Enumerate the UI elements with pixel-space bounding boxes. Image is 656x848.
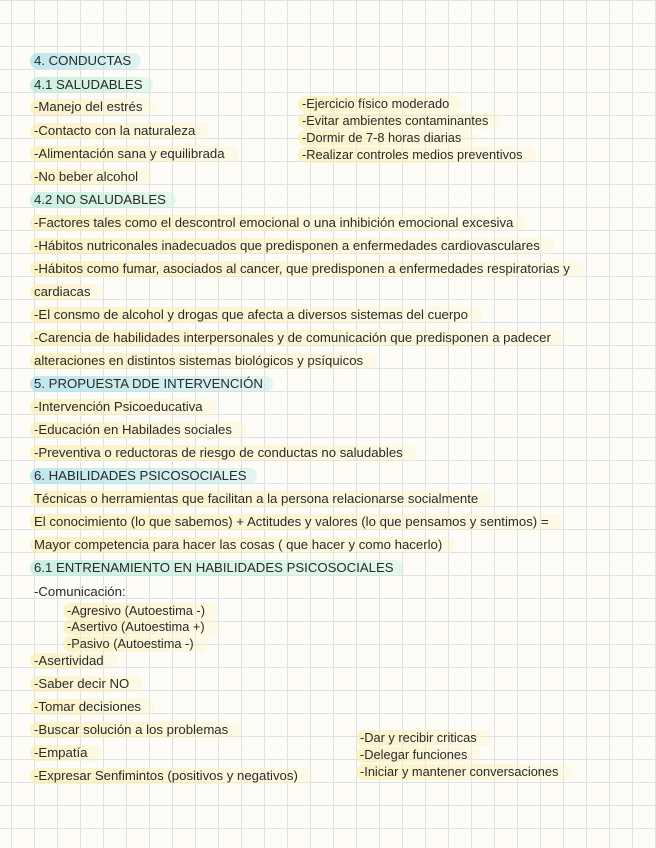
list-item: -No beber alcohol <box>30 169 152 185</box>
list-subitem: -Pasivo (Autoestima -) <box>63 636 208 652</box>
list-item: -El consmo de alcohol y drogas que afecta a diversos sistemas del cuerpo <box>30 307 482 323</box>
list-item: -Empatía <box>30 745 102 761</box>
section-heading-propuesta: 5. PROPUESTA DDE INTERVENCIÓN <box>30 376 273 392</box>
list-item: -Tomar decisiones <box>30 699 155 715</box>
list-item: -Hábitos nutriconales inadecuados que predisponen a enfermedades cardiovasculares <box>30 238 554 254</box>
section-heading-conductas: 4. CONDUCTAS <box>30 53 141 69</box>
list-item: -Dormir de 7-8 horas diarias <box>298 130 475 146</box>
list-item: -Delegar funciones <box>356 747 481 763</box>
list-item: -Evitar ambientes contaminantes <box>298 113 502 129</box>
list-item-comunicacion: -Comunicación: <box>34 584 126 599</box>
list-item: -Ejercicio físico moderado <box>298 96 463 112</box>
list-item: alteraciones en distintos sistemas biológicos y psíquicos <box>30 353 377 369</box>
list-item: -Manejo del estrés <box>30 99 156 115</box>
paragraph-line: El conocimiento (lo que sabemos) + Actitudes y valores (lo que pensamos y sentimos) = <box>30 514 563 530</box>
list-subitem: -Asertivo (Autoestima +) <box>63 619 219 635</box>
list-item: -Saber decir NO <box>30 676 143 692</box>
subheading-no-saludables: 4.2 NO SALUDABLES <box>30 192 176 208</box>
list-item: -Hábitos como fumar, asociados al cancer, que predisponen a enfermedades respiratorias y <box>30 261 584 277</box>
list-item: -Intervención Psicoeducativa <box>30 399 217 415</box>
list-item: -Factores tales como el descontrol emocional o una inhibición emocional excesiva <box>30 215 527 231</box>
list-item: -Alimentación sana y equilibrada <box>30 146 239 162</box>
list-item: -Asertividad <box>30 653 118 669</box>
list-item: cardiacas <box>30 284 104 300</box>
list-item: -Dar y recibir criticas <box>356 730 491 746</box>
list-item: -Contacto con la naturaleza <box>30 123 209 139</box>
list-item: -Buscar solución a los problemas <box>30 722 242 738</box>
paragraph-line: Técnicas o herramientas que facilitan a la persona relacionarse socialmente <box>30 491 492 507</box>
list-item: -Carencia de habilidades interpersonales y de comunicación que predisponen a padecer <box>30 330 565 346</box>
list-item: -Realizar controles medios preventivos <box>298 147 536 163</box>
subheading-entrenamiento: 6.1 ENTRENAMIENTO EN HABILIDADES PSICOSOCIALES <box>30 560 404 576</box>
paragraph-line: Mayor competencia para hacer las cosas ( que hacer y como hacerlo) <box>30 537 456 553</box>
list-item: -Preventiva o reductoras de riesgo de conductas no saludables <box>30 445 417 461</box>
subheading-saludables: 4.1 SALUDABLES <box>30 77 153 93</box>
list-item: -Educación en Habilades sociales <box>30 422 246 438</box>
list-item: -Expresar Senfimintos (positivos y negativos) <box>30 768 312 784</box>
section-heading-habilidades: 6. HABILIDADES PSICOSOCIALES <box>30 468 257 484</box>
list-subitem: -Agresivo (Autoestima -) <box>63 603 219 619</box>
list-item: -Iniciar y mantener conversaciones <box>356 764 572 780</box>
